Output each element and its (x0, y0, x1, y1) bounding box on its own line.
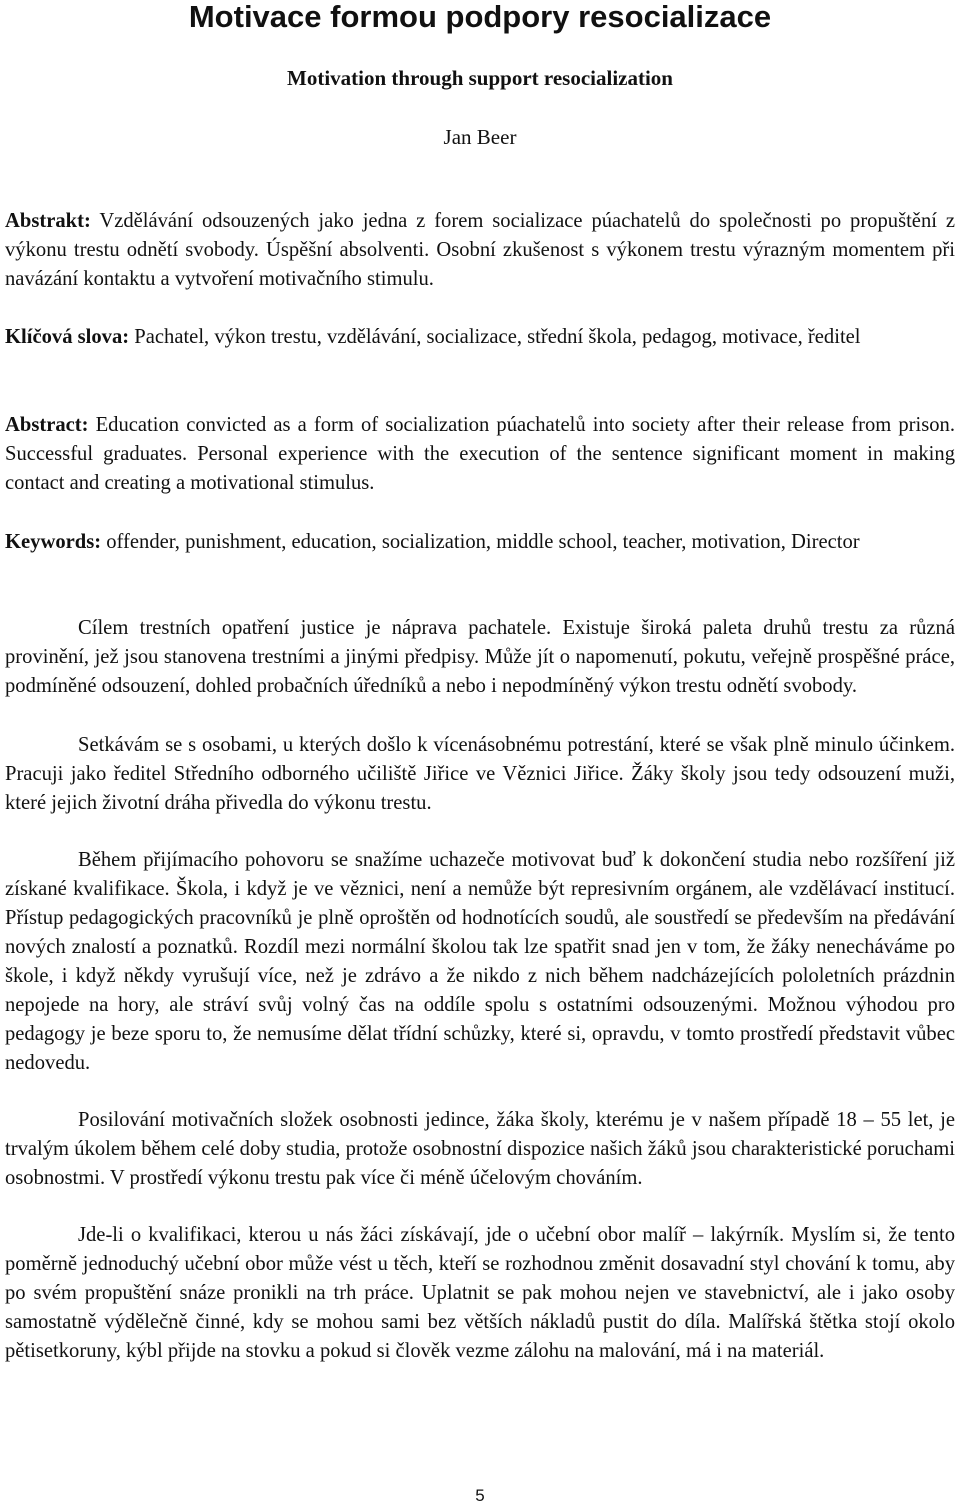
abstract-czech-label: Abstrakt: (5, 210, 91, 232)
keywords-czech-label: Klíčová slova: (5, 326, 130, 348)
body-paragraph-5: Jde-li o kvalifikaci, kterou u nás žáci získávají, jde o učební obor malíř – lakýrník. Myslím si, že tento poměrně jednoduchý učební obor může vést u těch, kteří se rozhodnou změnit dosavadní styl chování k tomu, aby po svém propuštění snáze pronikli na trh práce. Uplatnit se pak mohou nejen ve stavebnictví, ale i jako osoby samostatně výdělečně činné, kdy se mohou sami bez větších nákladů pustit do díla. Malířská štětka stojí okolo pětisetkoruny, kýbl přijde na stovku a pokud si člověk vezme zálohu na malování, má i na materiál. (5, 1224, 955, 1362)
abstract-czech (5, 207, 955, 294)
keywords-czech-text: Pachatel, výkon trestu, vzdělávání, socializace, střední škola, pedagog, motivace, ředitel (129, 326, 861, 348)
abstract-czech-text: Vzdělávání odsouzených jako jedna z forem socializace púachatelů do společnosti po propuštění z výkonu trestu odnětí svobody. Úspěšní absolventi. Osobní zkušenost s výkonem trestu výrazným momentem při navázání kontaktu a vytvoření motivačního stimulu. (5, 210, 955, 290)
abstract-english-label: Abstract: (5, 414, 89, 436)
keywords-czech (5, 323, 955, 352)
keywords-english (5, 528, 955, 557)
abstract-english (5, 411, 955, 498)
page-number: 5 (475, 1486, 485, 1505)
page-title: Motivace formou podpory resocializace (188, 0, 772, 34)
body-paragraph-1: Cílem trestních opatření justice je náprava pachatele. Existuje široká paleta druhů trestu za různá provinění, jež jsou stanovena trestními a jinými předpisy. Může jít o napomenutí, pokutu, veřejně prospěšné práce, podmíněné odsouzení, dohled probačních úředníků a nebo i nepodmíněný výkon trestu odnětí svobody. (5, 617, 955, 697)
page-subtitle: Motivation through support resocialization (287, 66, 673, 90)
body-paragraph-2: Setkávám se s osobami, u kterých došlo k vícenásobnému potrestání, které se však plně minulo účinkem. Pracuji jako ředitel Středního odborného učiliště Jiřice ve Věznici Jiřice. Žáky školy jsou tedy odsouzení muži, které jejich životní dráha přivedla do výkonu trestu. (5, 734, 955, 814)
body-paragraph-3: Během přijímacího pohovoru se snažíme uchazeče motivovat buď k dokončení studia nebo rozšíření již získané kvalifikace. Škola, i když je ve věznici, není a nemůže být represivním orgánem, ale vzdělávací institucí. Přístup pedagogických pracovníků je plně oproštěn od hodnotících soudů, ale soustředí se především na předávání nových znalostí a poznatků. Rozdíl mezi normální školou tak lze spatřit snad jen v tom, že žáky nenecháváme po škole, i když někdy vyrušují více, než je zdrávo a že nikdo z nich během nadcházejících pololetních prázdnin nepojede na hory, ale stráví svůj volný čas na oddíle spolu s ostatními odsouzenými. Možnou výhodou pro pedagogy je beze sporu to, že nemusíme dělat třídní schůzky, které si, opravdu, v tomto prostředí představit vůbec nedovedu. (5, 849, 955, 1074)
keywords-english-text: offender, punishment, education, socialization, middle school, teacher, motivation, Director (101, 531, 860, 553)
keywords-english-label: Keywords: (5, 531, 102, 553)
abstract-english-text: Education convicted as a form of socialization púachatelů into society after their release from prison. Successful graduates. Personal experience with the execution of the sentence significant moment in making contact and creating a motivational stimulus. (5, 414, 955, 494)
body-paragraph-4: Posilování motivačních složek osobnosti jedince, žáka školy, kterému je v našem případě 18 – 55 let, je trvalým úkolem během celé doby studia, protože osobnostní dispozice našich žáků jsou charakteristické poruchami osobnostmi. V prostředí výkonu trestu pak více či méně účelovým chováním. (5, 1109, 955, 1189)
author-name: Jan Beer (443, 125, 517, 149)
